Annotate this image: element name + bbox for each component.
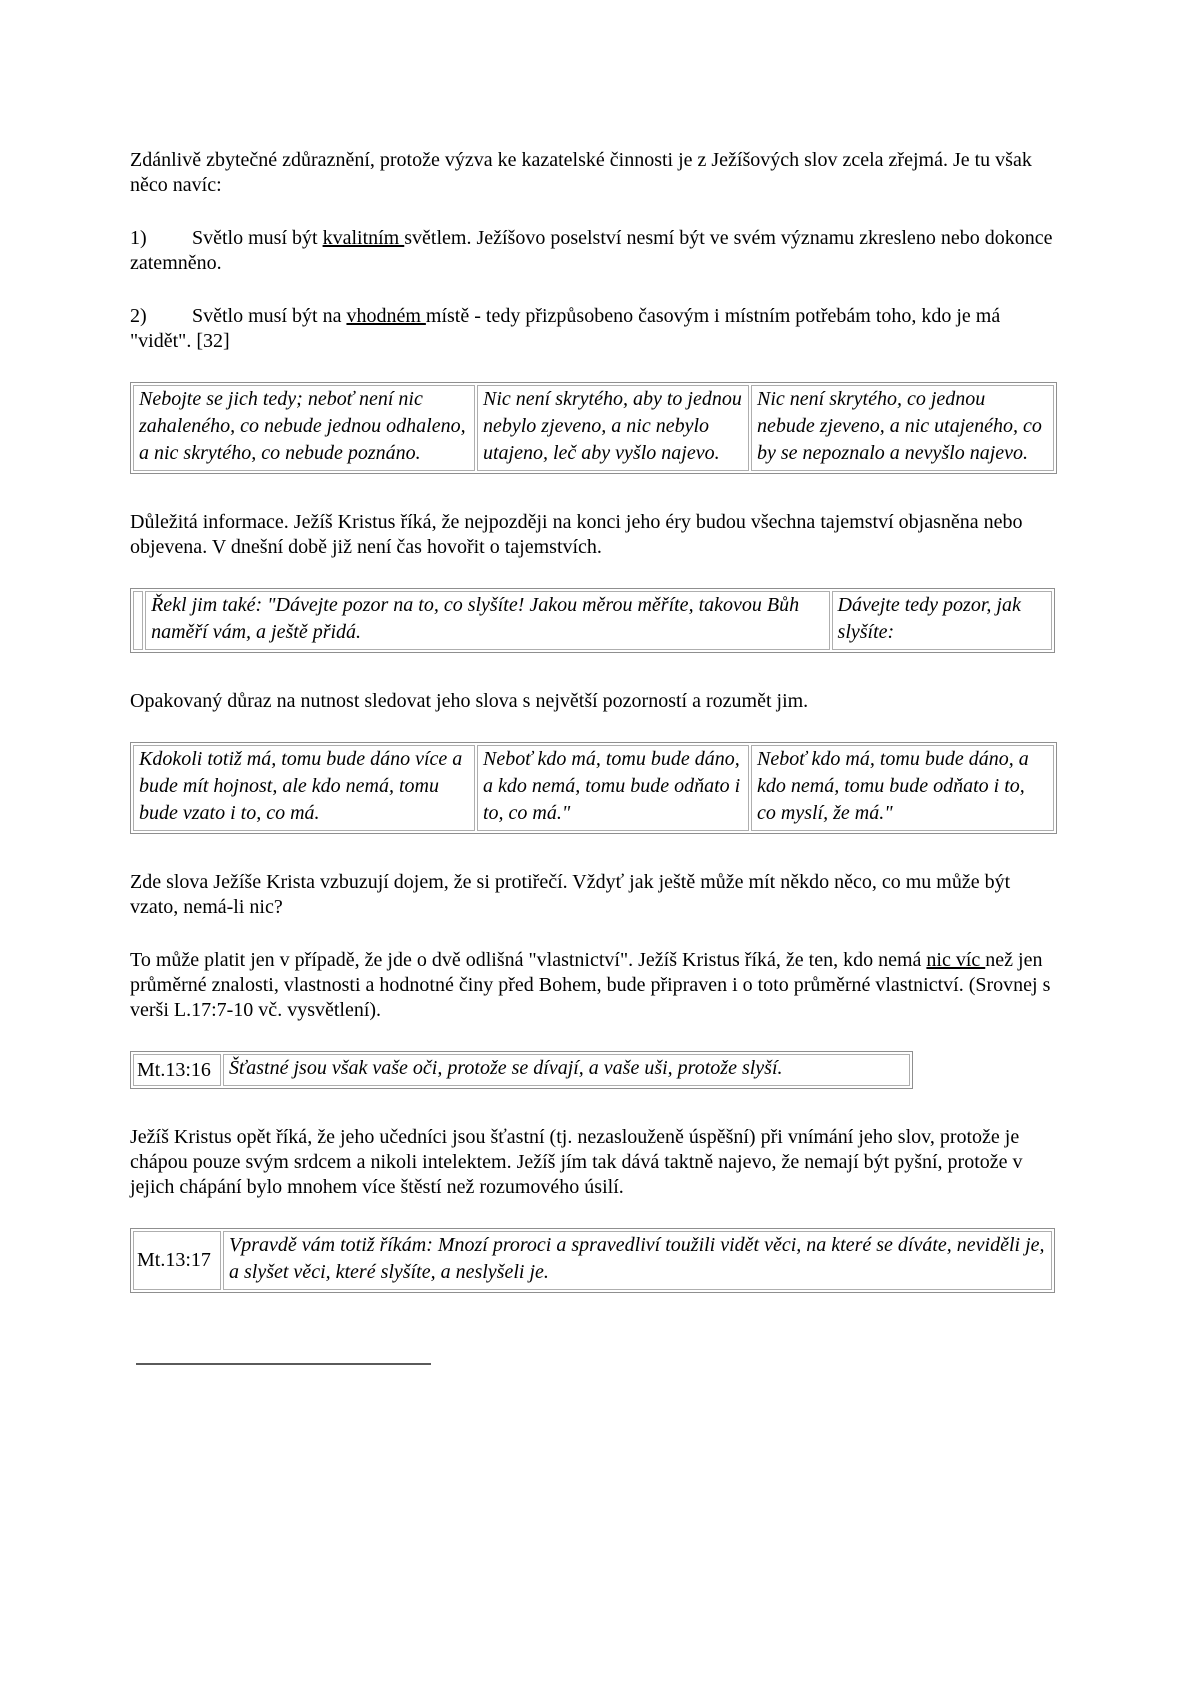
- intro-paragraph: Zdánlivě zbytečné zdůraznění, protože výzva ke kazatelské činnosti je z Ježíšových slov zcela zřejmá. Je tu však něco navíc:: [130, 149, 1032, 196]
- comparison-table-1: [130, 382, 1057, 474]
- list-item-1-marker: 1): [130, 227, 147, 249]
- verse-cell: Dávejte tedy pozor, jak slyšíte:: [832, 591, 1052, 650]
- paragraph-to-muze-text-after: než jen průměrné znalosti, vlastnosti a hodnotné činy před Bohem, bude připraven i o toto průměrné vlastnictví. (Srovnej s verši L.17:7-10 vč. vysvětlení).: [130, 949, 1051, 1021]
- verse-ref: Mt.13:16: [133, 1054, 221, 1086]
- verse-cell: Nebojte se jich tedy; neboť není nic zahaleného, co nebude jednou odhaleno, a nic skrytého, co nebude poznáno.: [133, 385, 475, 471]
- paragraph-to-muze-platit: [130, 948, 1060, 1023]
- list-item-2: [130, 304, 1060, 354]
- list-item-2-text-after: místě - tedy přizpůsobeno časovým i místním potřebám toho, kdo je má "vidět". [32]: [130, 305, 1001, 352]
- comparison-table-2: [130, 588, 1055, 653]
- verse-text: Šťastné jsou však vaše oči, protože se dívají, a vaše uši, protože slyší.: [223, 1054, 910, 1086]
- list-item-1-underlined-word: kvalitním: [322, 227, 405, 249]
- verse-cell: Řekl jim také: "Dávejte pozor na to, co slyšíte! Jakou měrou měříte, takovou Bůh naměří vám, a ještě přidá.: [145, 591, 829, 650]
- paragraph-jezis-opet: Ježíš Kristus opět říká, že jeho učedníci jsou šťastní (tj. nezaslouženě úspěšní) při vnímání jeho slov, protože je chápou pouze svým srdcem a nikoli intelektem. Ježíš jím tak dává taktně najevo, že nemají být pyšní, protože v jejich chápání bylo mnohem více štěstí než rozumového úsilí.: [130, 1126, 1023, 1198]
- paragraph-to-muze-text-before: To může platit jen v případě, že jde o dvě odlišná "vlastnictví". Ježíš Kristus říká, že ten, kdo nemá: [130, 949, 927, 971]
- verse-ref: Mt.13:17: [133, 1231, 221, 1290]
- verse-table-mt-13-16: [130, 1051, 913, 1089]
- list-item-1-text-after: světlem. Ježíšovo poselství nesmí být ve svém významu zkresleno nebo dokonce zatemněno.: [130, 227, 1053, 274]
- verse-cell: Neboť kdo má, tomu bude dáno, a kdo nemá, tomu bude odňato i to, co myslí, že má.": [751, 745, 1054, 831]
- verse-cell: Nic není skrytého, aby to jednou nebylo zjeveno, a nic nebylo utajeno, leč aby vyšlo najevo.: [477, 385, 749, 471]
- list-item-2-underlined-word: vhodném: [346, 305, 426, 327]
- paragraph-to-muze-underlined-words: nic víc: [926, 949, 986, 971]
- list-item-2-marker: 2): [130, 305, 147, 327]
- list-item-2-text-before: Světlo musí být na: [192, 305, 347, 327]
- list-item-1: [130, 226, 1060, 276]
- verse-cell: Nic není skrytého, co jednou nebude zjeveno, a nic utajeného, co by se nepoznalo a nevyšlo najevo.: [751, 385, 1054, 471]
- paragraph-zde-slova: Zde slova Ježíše Krista vzbuzují dojem, že si protiřečí. Vždyť jak ještě může mít někdo něco, co mu může být vzato, nemá-li nic?: [130, 871, 1011, 918]
- comparison-table-3: [130, 742, 1057, 834]
- paragraph-dulezita-informace: Důležitá informace. Ježíš Kristus říká, že nejpozději na konci jeho éry budou všechna tajemství objasněna nebo objevena. V dnešní době již není čas hovořit o tajemstvích.: [130, 511, 1023, 558]
- verse-cell: Kdokoli totiž má, tomu bude dáno více a bude mít hojnost, ale kdo nemá, tomu bude vzato i to, co má.: [133, 745, 475, 831]
- footnote-separator: [136, 1363, 431, 1365]
- empty-cell: [133, 591, 143, 650]
- verse-cell: Neboť kdo má, tomu bude dáno, a kdo nemá, tomu bude odňato i to, co má.": [477, 745, 749, 831]
- list-item-1-text-before: Světlo musí být: [192, 227, 323, 249]
- paragraph-opakovany-duraz: Opakovaný důraz na nutnost sledovat jeho slova s největší pozorností a rozumět jim.: [130, 690, 809, 712]
- verse-text: Vpravdě vám totiž říkám: Mnozí proroci a spravedliví toužili vidět věci, na které se díváte, neviděli je, a slyšet věci, které slyšíte, a neslyšeli je.: [223, 1231, 1052, 1290]
- verse-table-mt-13-17: [130, 1228, 1055, 1293]
